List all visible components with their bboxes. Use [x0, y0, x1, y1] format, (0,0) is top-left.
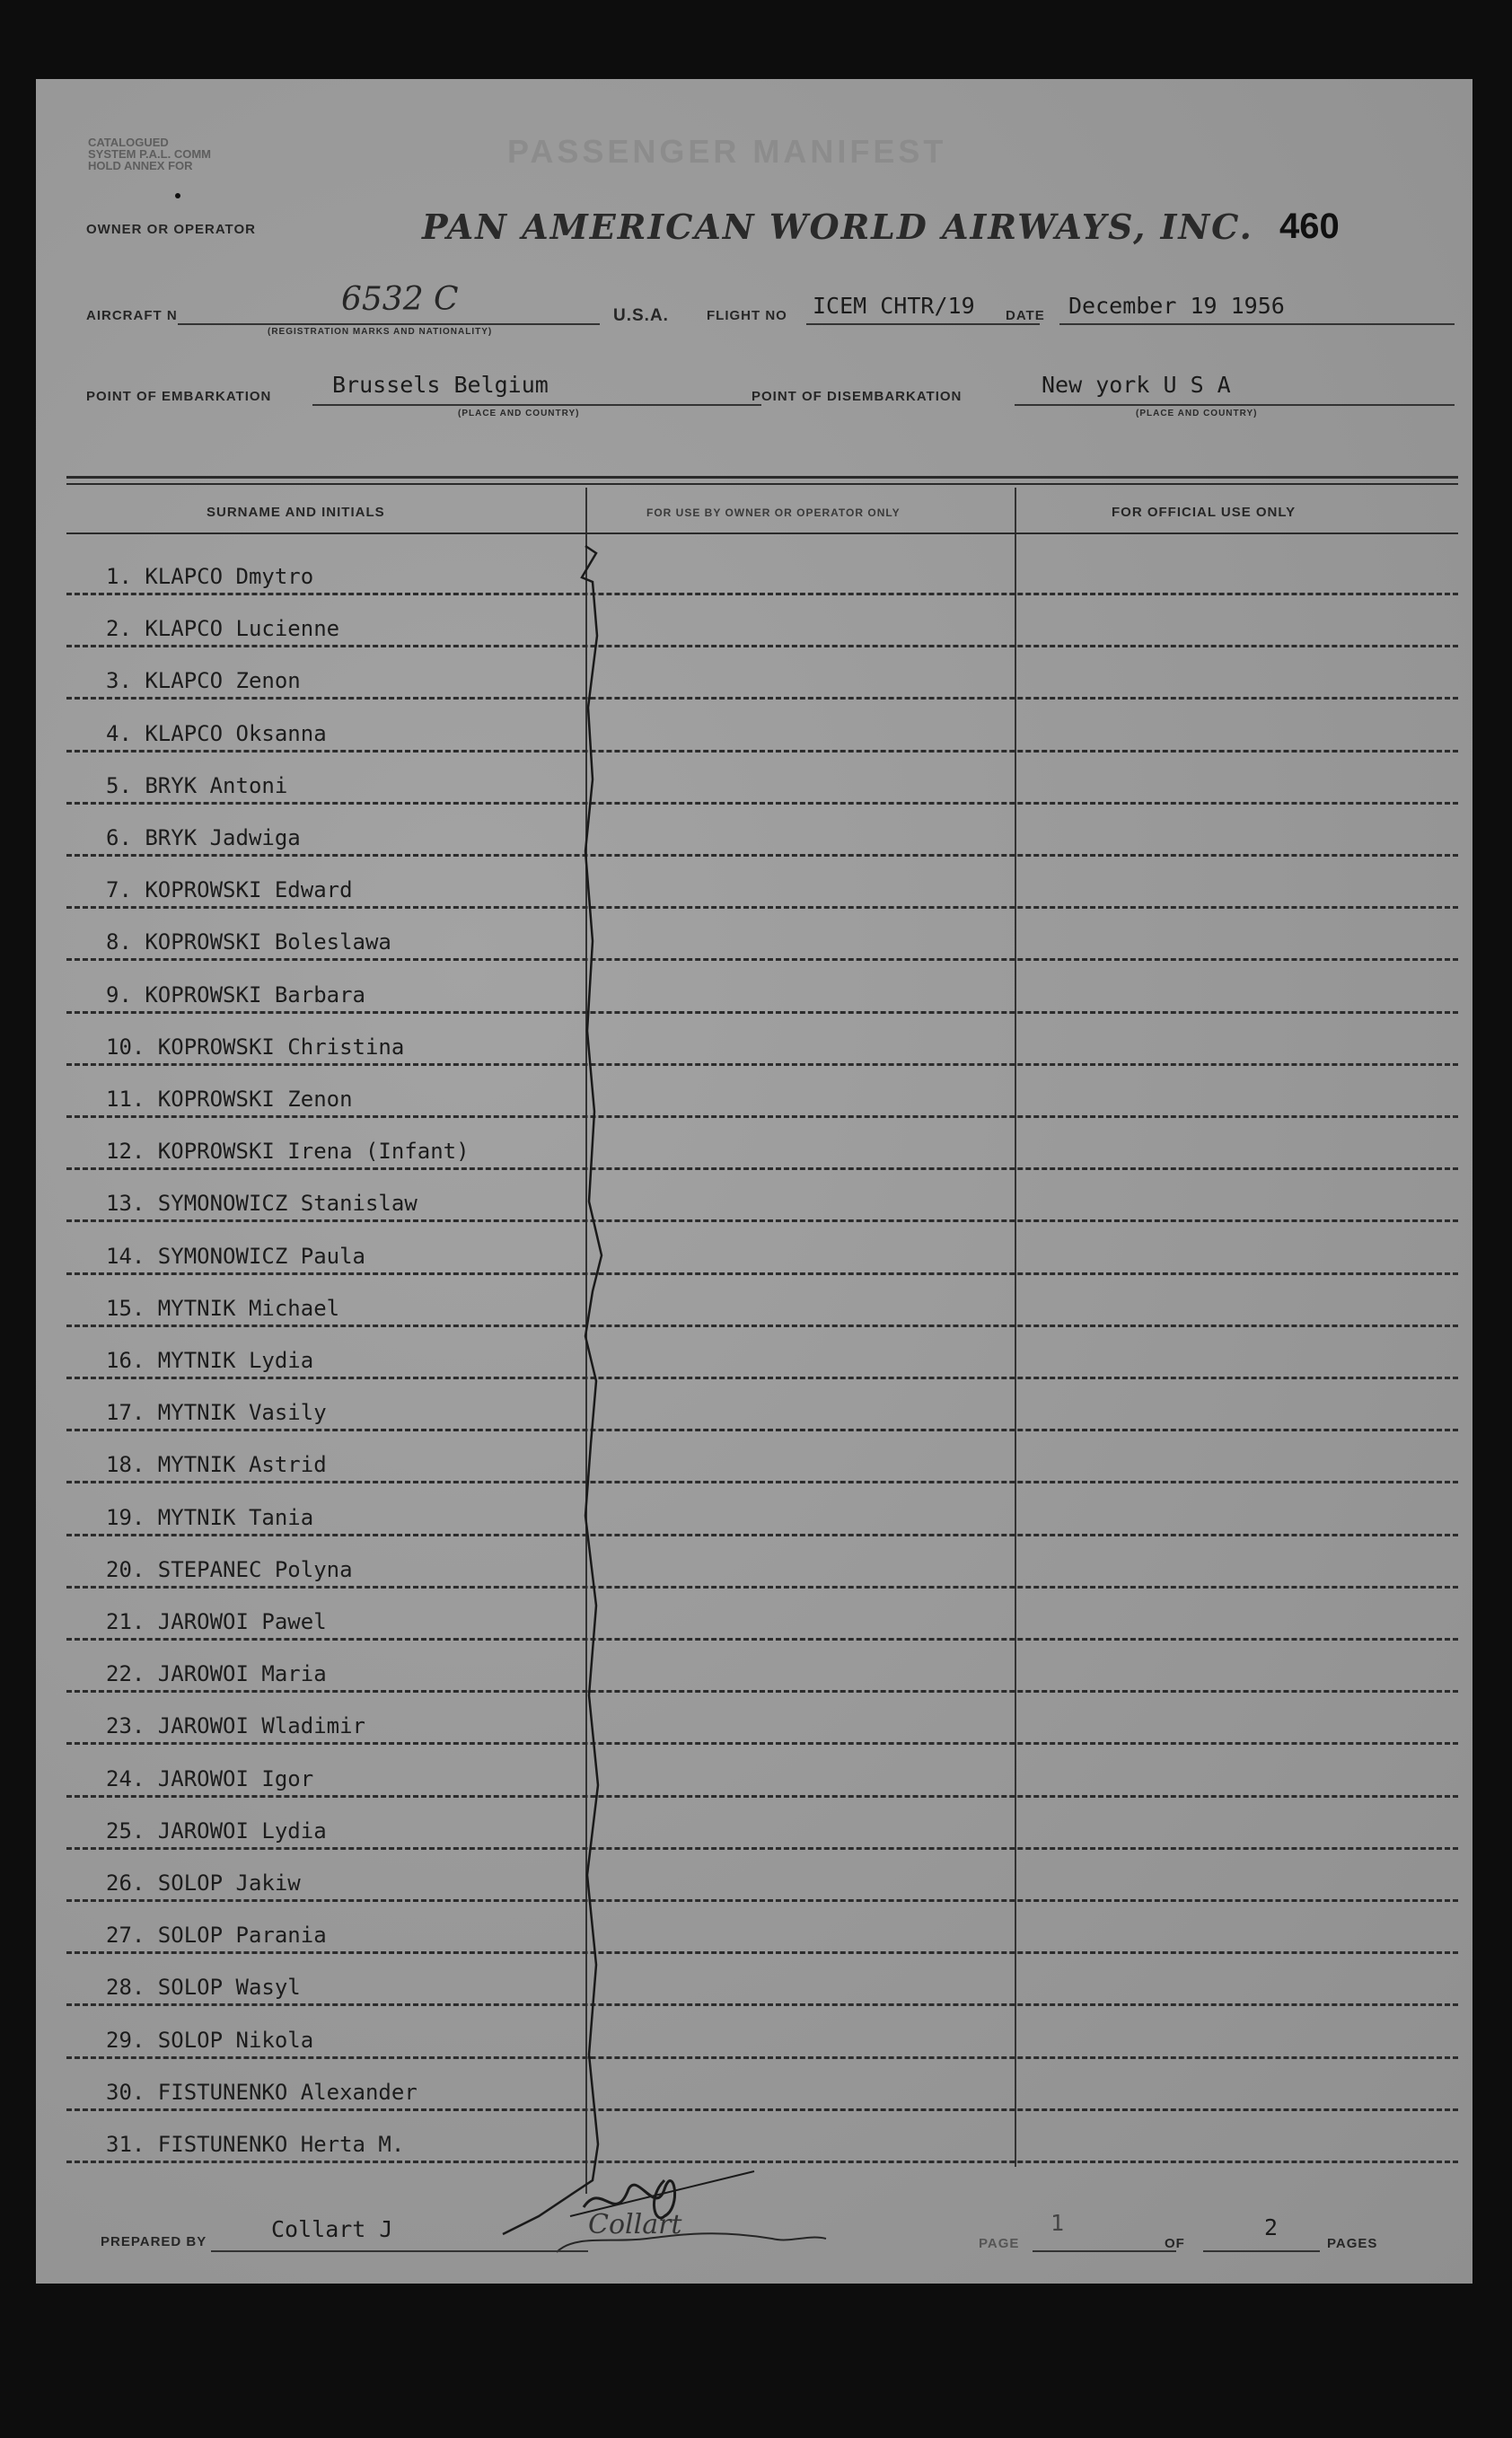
embarkation-sublabel: (PLACE AND COUNTRY) — [458, 409, 580, 418]
prepared-by-label: PREPARED BY — [101, 2234, 207, 2249]
passenger-row: 16. MYTNIK Lydia — [106, 1348, 314, 1373]
aircraft-sublabel: (REGISTRATION MARKS AND NATIONALITY) — [268, 327, 493, 337]
passenger-row: 31. FISTUNENKO Herta M. — [106, 2132, 405, 2157]
signature-collart: Collart — [588, 2209, 682, 2240]
date-label: DATE — [1006, 308, 1045, 323]
disembarkation-sublabel: (PLACE AND COUNTRY) — [1136, 409, 1258, 418]
page-value: 1 — [1050, 2210, 1065, 2236]
form-title: PASSENGER MANIFEST — [507, 133, 947, 170]
flight-label: FLIGHT NO — [707, 308, 787, 323]
prepared-by-value: Collart J — [271, 2216, 393, 2242]
passenger-row: 19. MYTNIK Tania — [106, 1504, 314, 1530]
passenger-row: 15. MYTNIK Michael — [106, 1295, 340, 1321]
passenger-row: 26. SOLOP Jakiw — [106, 1870, 301, 1896]
passenger-row: 20. STEPANEC Polyna — [106, 1556, 353, 1582]
passenger-row: 8. KOPROWSKI Boleslawa — [106, 929, 391, 955]
passenger-row: 30. FISTUNENKO Alexander — [106, 2079, 418, 2105]
passenger-row: 2. KLAPCO Lucienne — [106, 616, 340, 642]
owner-value: PAN AMERICAN WORLD AIRWAYS, INC. — [422, 207, 1253, 247]
passenger-row: 1. KLAPCO Dmytro — [106, 564, 314, 589]
owner-label: OWNER OR OPERATOR — [86, 222, 256, 237]
passenger-row: 7. KOPROWSKI Edward — [106, 877, 353, 903]
column-header-surname: SURNAME AND INITIALS — [207, 505, 385, 520]
column-header-official: FOR OFFICIAL USE ONLY — [1112, 505, 1297, 520]
passenger-row: 12. KOPROWSKI Irena (Infant) — [106, 1139, 470, 1165]
column-header-operator: FOR USE BY OWNER OR OPERATOR ONLY — [646, 506, 901, 519]
flight-value: ICEM CHTR/19 — [813, 293, 975, 319]
passenger-row: 9. KOPROWSKI Barbara — [106, 981, 365, 1008]
pages-label: PAGES — [1327, 2236, 1378, 2251]
passenger-row: 27. SOLOP Parania — [106, 1923, 327, 1949]
of-underline — [1203, 2250, 1320, 2252]
check-mark-line — [36, 79, 1472, 2284]
prepared-by-underline — [211, 2250, 588, 2252]
passenger-row: 18. MYTNIK Astrid — [106, 1452, 327, 1478]
of-label: OF — [1165, 2236, 1185, 2251]
passenger-row: 22. JAROWOI Maria — [106, 1661, 327, 1687]
corner-stamp-line: HOLD ANNEX FOR — [88, 159, 193, 172]
passenger-row: 3. KLAPCO Zenon — [106, 668, 301, 694]
passenger-row: 28. SOLOP Wasyl — [106, 1975, 301, 2001]
page-stamp-number: 460 — [1279, 207, 1340, 246]
passenger-row: 14. SYMONOWICZ Paula — [106, 1243, 365, 1269]
passenger-row: 23. JAROWOI Wladimir — [106, 1713, 365, 1739]
aircraft-value: 6532 C — [341, 281, 459, 318]
passenger-row: 5. BRYK Antoni — [106, 772, 288, 798]
manifest-sheet — [36, 79, 1472, 2284]
page-label: PAGE — [979, 2236, 1020, 2251]
passenger-row: 21. JAROWOI Pawel — [106, 1609, 327, 1634]
embarkation-value: Brussels Belgium — [332, 372, 549, 398]
aircraft-label: AIRCRAFT N — [86, 308, 178, 323]
passenger-row: 10. KOPROWSKI Christina — [106, 1034, 405, 1060]
passenger-row: 17. MYTNIK Vasily — [106, 1400, 327, 1426]
page-underline — [1033, 2250, 1176, 2252]
usa-label: U.S.A. — [613, 306, 669, 325]
passenger-row: 6. BRYK Jadwiga — [106, 825, 301, 850]
date-value: December 19 1956 — [1068, 293, 1285, 319]
passenger-row: 29. SOLOP Nikola — [106, 2027, 314, 2053]
disembarkation-label: POINT OF DISEMBARKATION — [752, 389, 963, 404]
passenger-row: 4. KLAPCO Oksanna — [106, 720, 327, 746]
disembarkation-value: New york U S A — [1042, 372, 1231, 398]
passenger-row: 11. KOPROWSKI Zenon — [106, 1087, 353, 1112]
of-value: 2 — [1264, 2214, 1279, 2240]
corner-stamp-line: SYSTEM P.A.L. COMM — [88, 147, 211, 161]
corner-stamp-line: CATALOGUED — [88, 136, 169, 149]
embarkation-label: POINT OF EMBARKATION — [86, 389, 272, 404]
passenger-row: 25. JAROWOI Lydia — [106, 1817, 327, 1844]
passenger-row: 24. JAROWOI Igor — [106, 1765, 314, 1791]
passenger-row: 13. SYMONOWICZ Stanislaw — [106, 1191, 418, 1217]
